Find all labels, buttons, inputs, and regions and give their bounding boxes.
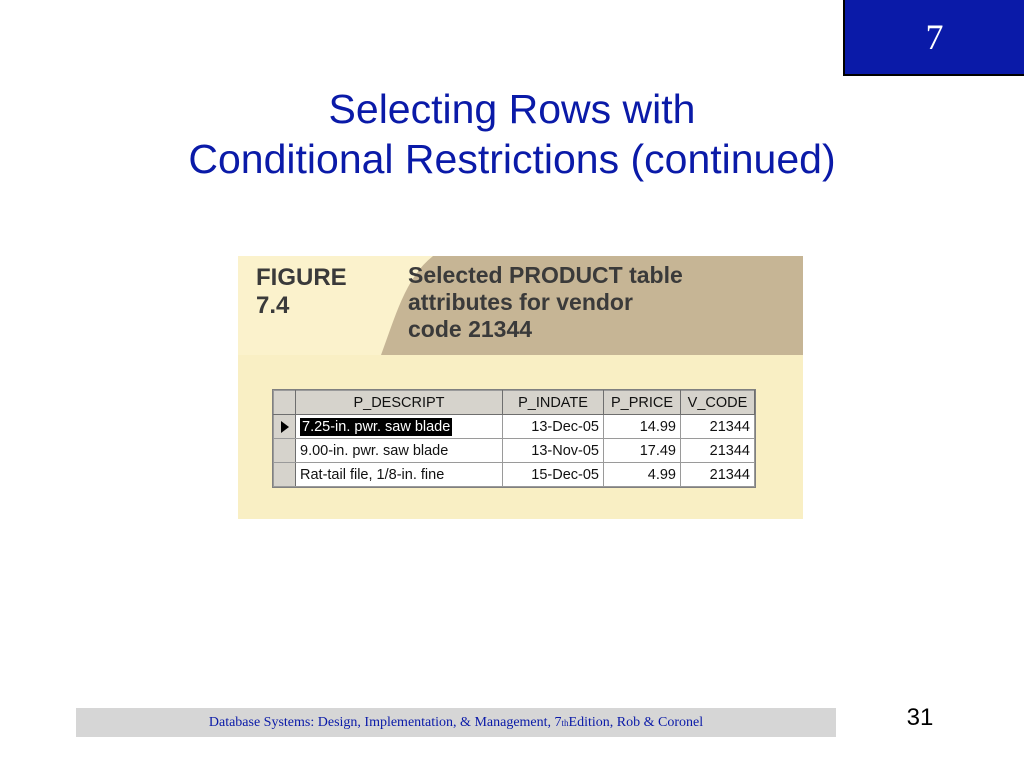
cell-p-indate[interactable]: 15-Dec-05 [503, 463, 604, 487]
figure-7-4 [238, 256, 803, 519]
cell-v-code[interactable]: 21344 [681, 463, 755, 487]
figure-label-word: FIGURE [256, 264, 347, 291]
figure-header [238, 256, 803, 355]
cell-p-descript[interactable] [296, 415, 503, 439]
table-header-row [274, 391, 755, 415]
cell-p-indate[interactable]: 13-Nov-05 [503, 439, 604, 463]
column-header-v-code[interactable]: V_CODE [681, 391, 755, 415]
cell-v-code[interactable]: 21344 [681, 415, 755, 439]
table-row[interactable] [274, 415, 755, 439]
current-record-arrow-icon [281, 421, 289, 433]
cell-p-price[interactable]: 4.99 [604, 463, 681, 487]
cell-p-indate[interactable]: 13-Dec-05 [503, 415, 604, 439]
column-header-p-indate[interactable]: P_INDATE [503, 391, 604, 415]
footer-superscript: th [561, 717, 569, 728]
product-datasheet [272, 389, 756, 488]
figure-caption [408, 262, 683, 343]
row-selector-current[interactable] [274, 415, 296, 439]
title-line-2: Conditional Restrictions (continued) [188, 136, 836, 182]
footer-citation [76, 708, 836, 737]
slide-title [0, 84, 1024, 184]
footer-text-before: Database Systems: Design, Implementation, & Management, 7 [208, 714, 562, 730]
product-table [273, 390, 755, 487]
chapter-number: 7 [925, 17, 944, 57]
figure-label [256, 264, 347, 320]
row-selector[interactable] [274, 439, 296, 463]
column-header-p-price[interactable]: P_PRICE [604, 391, 681, 415]
table-row[interactable] [274, 463, 755, 487]
figure-caption-line-1: Selected PRODUCT table [408, 262, 683, 288]
table-row[interactable] [274, 439, 755, 463]
figure-label-number: 7.4 [256, 292, 290, 319]
column-header-p-descript[interactable]: P_DESCRIPT [296, 391, 503, 415]
page-number: 31 [906, 704, 934, 731]
selected-cell-text: 7.25-in. pwr. saw blade [302, 418, 451, 435]
figure-caption-line-3: code 21344 [408, 316, 533, 342]
figure-caption-line-2: attributes for vendor [408, 289, 633, 315]
cell-p-descript[interactable]: 9.00-in. pwr. saw blade [296, 439, 503, 463]
cell-p-descript[interactable]: Rat-tail file, 1/8-in. fine [296, 463, 503, 487]
title-line-1: Selecting Rows with [328, 86, 696, 132]
cell-p-price[interactable]: 17.49 [604, 439, 681, 463]
chapter-number-box [843, 0, 1024, 76]
cell-p-price[interactable]: 14.99 [604, 415, 681, 439]
row-selector[interactable] [274, 463, 296, 487]
footer-text-after: Edition, Rob & Coronel [568, 714, 704, 730]
cell-v-code[interactable]: 21344 [681, 439, 755, 463]
row-selector-header[interactable] [274, 391, 296, 415]
